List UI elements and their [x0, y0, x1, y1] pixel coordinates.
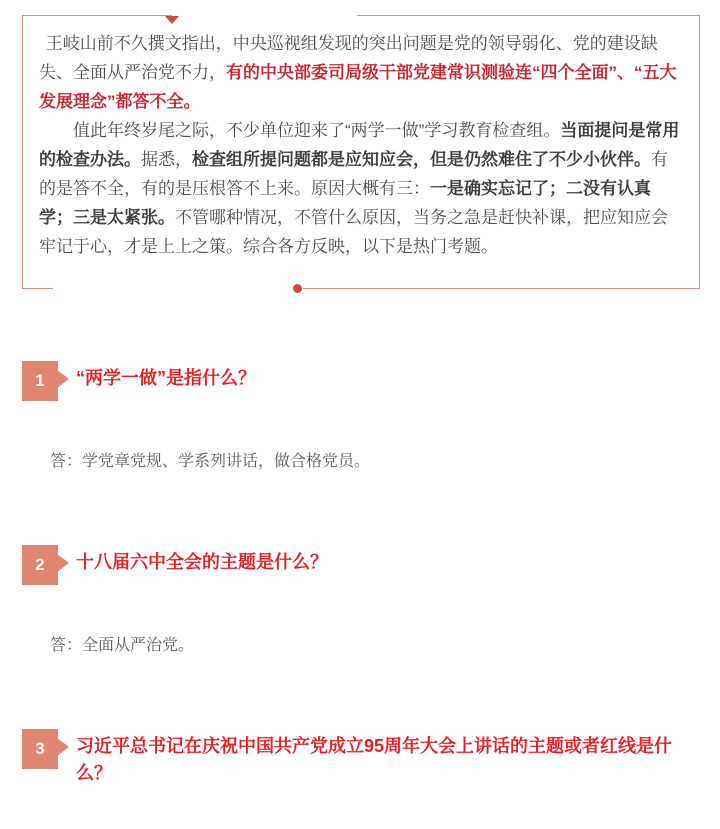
- intro-text-segment: 王岐山前不久撰文指出，中央巡视组发现的突出问题是党的领导弱化、党的建设缺失、全面从严治党不力，: [39, 34, 658, 82]
- down-triangle-icon: [165, 16, 179, 24]
- intro-text-segment: 检查组所提问题都是应知应会，但是仍然难住了不少小伙伴。: [192, 150, 651, 169]
- question-list: [22, 361, 700, 787]
- question-row: [22, 361, 700, 401]
- intro-text-segment: 一是确实忘记了；二没有认真学；三是太紧张。: [39, 179, 651, 227]
- question-number-badge: 3: [22, 729, 58, 769]
- right-arrow-icon: [57, 370, 69, 388]
- right-arrow-icon: [57, 554, 69, 572]
- right-arrow-icon: [57, 738, 69, 756]
- question-text: 习近平总书记在庆祝中国共产党成立95周年大会上讲话的主题或者红线是什么？: [76, 736, 673, 783]
- intro-text-segment: 不管哪种情况，不管什么原因，当务之急是赶快补课，把应知应会牢记于心，才是上上之策。综合各方反映，以下是热门考题。: [39, 208, 668, 256]
- question-text: 十八届六中全会的主题是什么？: [76, 552, 328, 572]
- box-border-right: [699, 15, 700, 289]
- question-number-badge: 1: [22, 361, 58, 401]
- question-row: [22, 545, 700, 585]
- dot-icon: [293, 284, 302, 293]
- question-number-badge: 2: [22, 545, 58, 585]
- box-border-bottom-left-segment: [22, 288, 53, 289]
- intro-text-segment: 有的是答不全，有的是压根答不上来。原因大概有三：: [39, 150, 668, 198]
- question-row: [22, 729, 700, 787]
- intro-text-segment: 值此年终岁尾之际，不少单位迎来了“两学一做”学习教育检查组。: [73, 121, 561, 140]
- intro-paragraph: [39, 116, 684, 261]
- intro-box: [22, 15, 700, 289]
- answer-text: 答：全面从严治党。: [50, 637, 195, 654]
- page: [0, 15, 720, 829]
- box-border-left: [22, 15, 23, 289]
- intro-text-segment: 有的中央部委司局级干部党建常识测验连“四个全面”、“五大发展理念”都答不全。: [39, 63, 677, 111]
- intro-paragraphs: [22, 15, 700, 289]
- intro-text-segment: 据悉，: [141, 150, 192, 169]
- intro-text-segment: 当面提问是常用的检查办法。: [39, 121, 680, 169]
- answer-text: 答：学党章党规、学系列讲话，做合格党员。: [50, 453, 371, 470]
- intro-paragraph: [39, 29, 684, 116]
- box-border-top-left-segment: [22, 15, 172, 16]
- box-border-top-right-segment: [357, 15, 700, 16]
- question-text: “两学一做”是指什么？: [76, 368, 256, 388]
- box-border-bottom-right-segment: [303, 288, 700, 289]
